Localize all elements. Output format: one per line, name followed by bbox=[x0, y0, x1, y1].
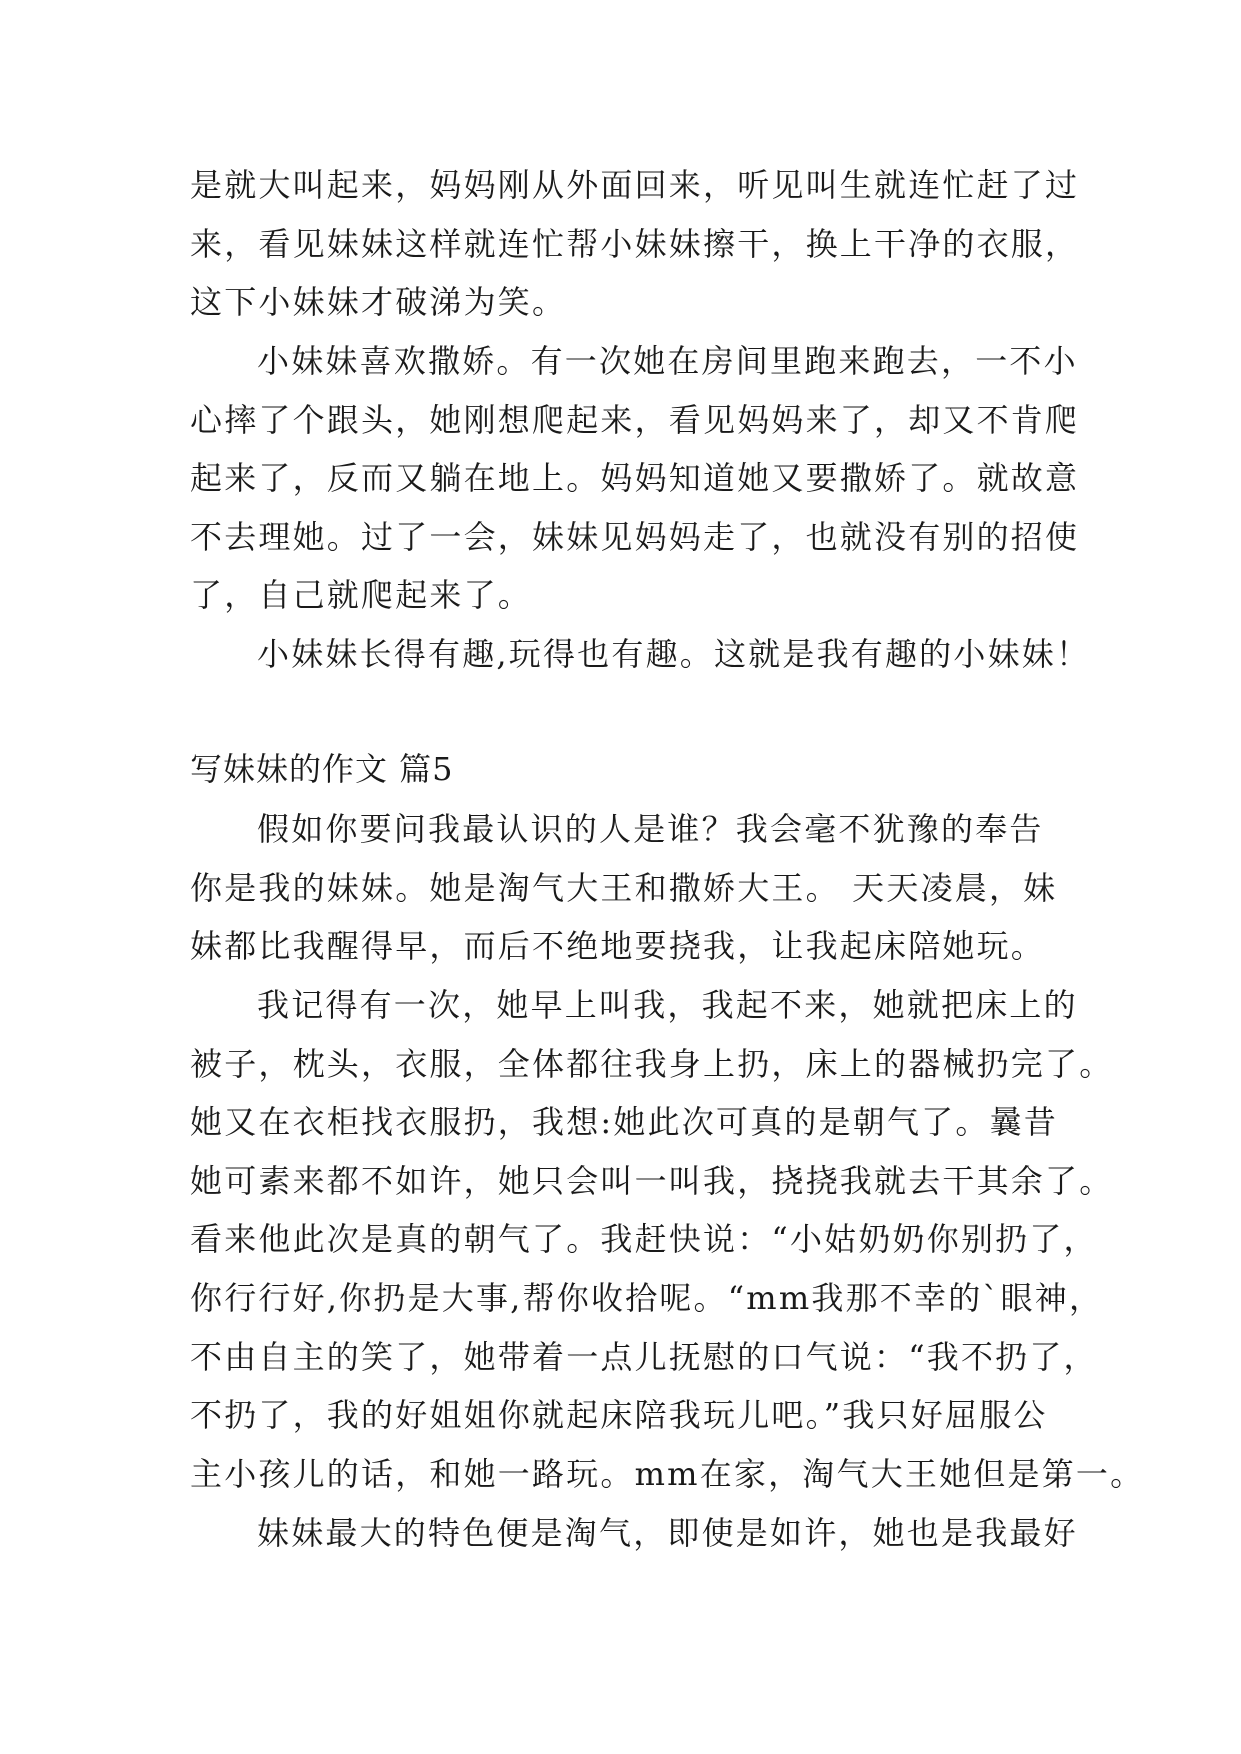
text-line: 我记得有一次，她早上叫我，我起不来，她就把床上的 bbox=[257, 986, 1078, 1024]
paragraph-story bbox=[190, 976, 1145, 1503]
text-line: 小妹妹喜欢撒娇。有一次她在房间里跑来跑去，一不小 bbox=[257, 342, 1078, 380]
text-line: 假如你要问我最认识的人是谁？我会毫不犹豫的奉告 bbox=[257, 810, 1044, 848]
text-line: 主小孩儿的话，和她一路玩。mm在家，淘气大王她但是第一。 bbox=[190, 1454, 1145, 1493]
text-line: 看来他此次是真的朝气了。我赶快说：“小姑奶奶你别扔了， bbox=[190, 1220, 1098, 1259]
text-line: 这下小妹妹才破涕为笑。 bbox=[190, 283, 567, 322]
text-line: 起来了，反而又躺在地上。妈妈知道她又要撒娇了。就故意 bbox=[190, 459, 1080, 498]
text-line: 被子，枕头，衣服，全体都往我身上扔，床上的器械扔完了。 bbox=[190, 1044, 1114, 1083]
paragraph-continued bbox=[190, 156, 1080, 332]
paragraph-conclusion bbox=[190, 625, 1091, 684]
section-heading bbox=[190, 740, 1060, 799]
heading-text: 写妹妹的作文 篇5 bbox=[190, 750, 454, 788]
text-line: 妹都比我醒得早，而后不绝地要挠我，让我起床陪她玩。 bbox=[190, 927, 1046, 966]
text-line: 不扔了，我的好姐姐你就起床陪我玩儿吧。”我只好屈服公 bbox=[190, 1396, 1048, 1435]
text-line: 不去理她。过了一会，妹妹见妈妈走了，也就没有别的招使 bbox=[190, 517, 1080, 556]
text-line: 是就大叫起来，妈妈刚从外面回来，听见叫生就连忙赶了过 bbox=[190, 166, 1080, 204]
text-line: 妹妹最大的特色便是淘气，即使是如许，她也是我最好 bbox=[257, 1514, 1078, 1552]
text-line: 你是我的妹妹。她是淘气大王和撒娇大王。 天天凌晨，妹 bbox=[190, 868, 1058, 907]
text-line: 你行行好,你扔是大事,帮你收拾呢。“mm我那不幸的`眼神， bbox=[190, 1278, 1104, 1317]
text-line: 不由自主的笑了，她带着一点儿抚慰的口气说：“我不扔了， bbox=[190, 1337, 1098, 1376]
text-line: 来，看见妹妹这样就连忙帮小妹妹擦干，换上干净的衣服， bbox=[190, 224, 1080, 263]
paragraph-feature bbox=[190, 1504, 1078, 1563]
text-line: 了，自己就爬起来了。 bbox=[190, 576, 533, 615]
text-line: 小妹妹长得有趣,玩得也有趣。这就是我有趣的小妹妹！ bbox=[257, 635, 1091, 673]
text-line: 她又在衣柜找衣服扔，我想:她此次可真的是朝气了。曩昔 bbox=[190, 1103, 1058, 1142]
text-line: 心摔了个跟头，她刚想爬起来，看见妈妈来了，却又不肯爬 bbox=[190, 400, 1080, 439]
paragraph-sister-acting-cute bbox=[190, 332, 1080, 625]
text-line: 她可素来都不如许，她只会叫一叫我，挠挠我就去干其余了。 bbox=[190, 1161, 1114, 1200]
paragraph-intro bbox=[190, 800, 1060, 976]
